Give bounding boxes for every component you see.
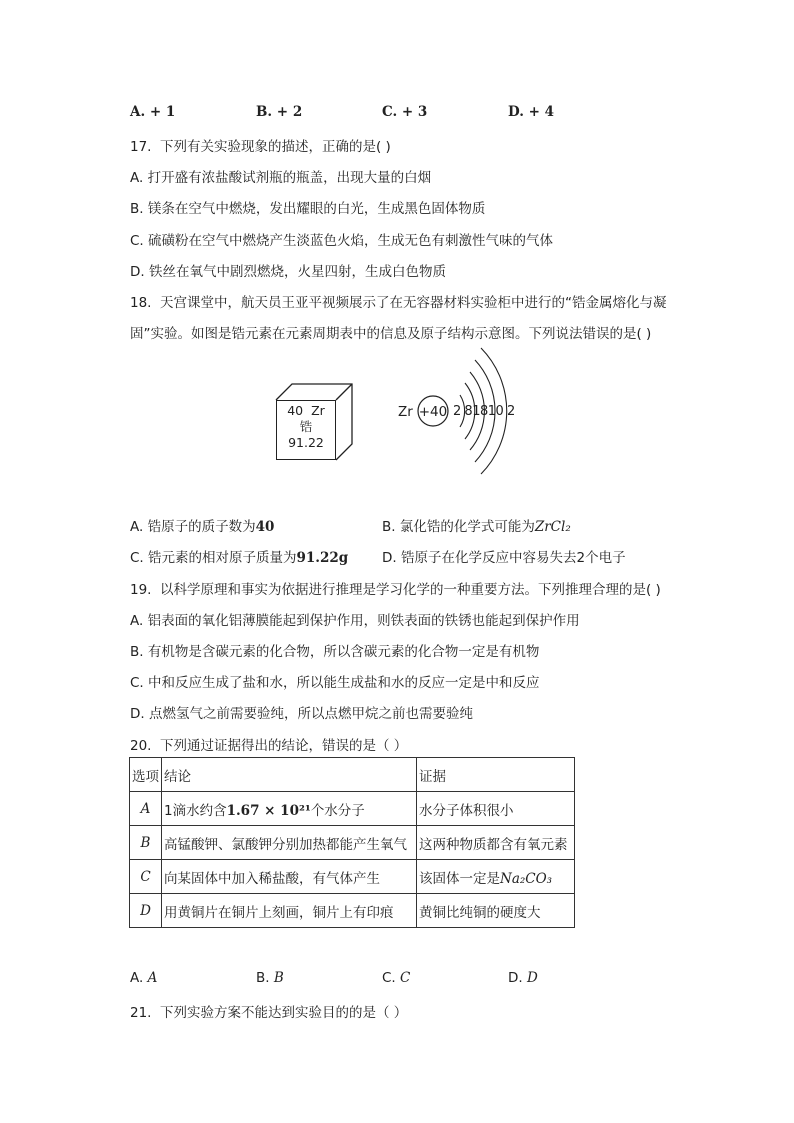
q18-option-a: A. 锆原子的质子数为40 (130, 519, 275, 535)
q19-option-d: D. 点燃氢气之前需要验纯，所以点燃甲烷之前也需要验纯 (130, 706, 473, 722)
table-cell-option: D (130, 894, 162, 928)
q20-option-d: D. D (508, 970, 538, 986)
q18-stem-line1: 18. 天宫课堂中，航天员王亚平视频展示了在无容器材料实验柜中进行的“锆金属熔化与凝 (130, 295, 667, 311)
q20-table (129, 757, 575, 928)
table-row (130, 792, 575, 826)
q21-stem: 21. 下列实验方案不能达到实验目的的是（ ） (130, 1005, 408, 1021)
q20-stem: 20. 下列通过证据得出的结论，错误的是（ ） (130, 738, 408, 754)
shell-electrons: 2 81810 2 (453, 404, 515, 419)
element-number: 40 (287, 403, 304, 418)
q18-stem-line2: 固”实验。如图是锆元素在元素周期表中的信息及原子结构示意图。下列说法错误的是( ) (130, 326, 652, 342)
table-cell-conclusion: 用黄铜片在铜片上刻画，铜片上有印痕 (162, 894, 417, 928)
table-cell-option: A (130, 792, 162, 826)
table-cell-option: B (130, 826, 162, 860)
table-cell-evidence: 这两种物质都含有氧元素 (417, 826, 575, 860)
element-cell (276, 400, 336, 460)
atom-symbol: Zr (398, 404, 413, 420)
q20-option-c: C. C (382, 970, 411, 986)
table-cell-evidence: 黄铜比纯铜的硬度大 (417, 894, 575, 928)
element-name: 锆 (299, 419, 313, 434)
table-row (130, 860, 575, 894)
table-row (130, 894, 575, 928)
q18-option-c: C. 锆元素的相对原子质量为91.22g (130, 550, 349, 566)
table-header-row (130, 758, 575, 792)
q16-option-a: A. + 1 (130, 104, 176, 120)
table-header: 证据 (417, 758, 575, 792)
q16-option-b: B. + 2 (256, 104, 303, 120)
q17-option-b: B. 镁条在空气中燃烧，发出耀眼的白光，生成黑色固体物质 (130, 201, 486, 217)
table-row (130, 826, 575, 860)
element-symbol: Zr (311, 403, 325, 418)
q20-option-b: B. B (256, 970, 284, 986)
q17-option-d: D. 铁丝在氧气中剧烈燃烧，火星四射，生成白色物质 (130, 264, 446, 280)
nucleus-charge: +40 (418, 404, 448, 420)
q17-stem: 17. 下列有关实验现象的描述，正确的是( ) (130, 139, 391, 155)
element-mass: 91.22 (288, 435, 324, 450)
q19-stem: 19. 以科学原理和事实为依据进行推理是学习化学的一种重要方法。下列推理合理的是( ) (130, 582, 661, 598)
table-cell-conclusion: 向某固体中加入稀盐酸，有气体产生 (162, 860, 417, 894)
table-cell-conclusion: 1滴水约含1.67 × 10²¹个水分子 (162, 792, 417, 826)
table-cell-evidence: 水分子体积很小 (417, 792, 575, 826)
q17-option-c: C. 硫磺粉在空气中燃烧产生淡蓝色火焰，生成无色有刺激性气味的气体 (130, 233, 554, 249)
q19-option-c: C. 中和反应生成了盐和水，所以能生成盐和水的反应一定是中和反应 (130, 675, 540, 691)
table-cell-option: C (130, 860, 162, 894)
table-cell-evidence: 该固体一定是Na₂CO₃ (417, 860, 575, 894)
q19-option-b: B. 有机物是含碳元素的化合物，所以含碳元素的化合物一定是有机物 (130, 644, 540, 660)
table-header: 结论 (162, 758, 417, 792)
q19-option-a: A. 铝表面的氧化铝薄膜能起到保护作用，则铁表面的铁锈也能起到保护作用 (130, 613, 580, 629)
q18-option-d: D. 锆原子在化学反应中容易失去2个电子 (382, 550, 626, 566)
q16-option-d: D. + 4 (508, 104, 555, 120)
q17-option-a: A. 打开盛有浓盐酸试剂瓶的瓶盖，出现大量的白烟 (130, 170, 432, 186)
q20-option-a: A. A (130, 970, 158, 986)
q16-option-c: C. + 3 (382, 104, 428, 120)
table-cell-conclusion: 高锰酸钾、氯酸钾分别加热都能产生氧气 (162, 826, 417, 860)
q18-option-b: B. 氯化锆的化学式可能为ZrCl₂ (382, 519, 571, 535)
table-header: 选项 (130, 758, 162, 792)
